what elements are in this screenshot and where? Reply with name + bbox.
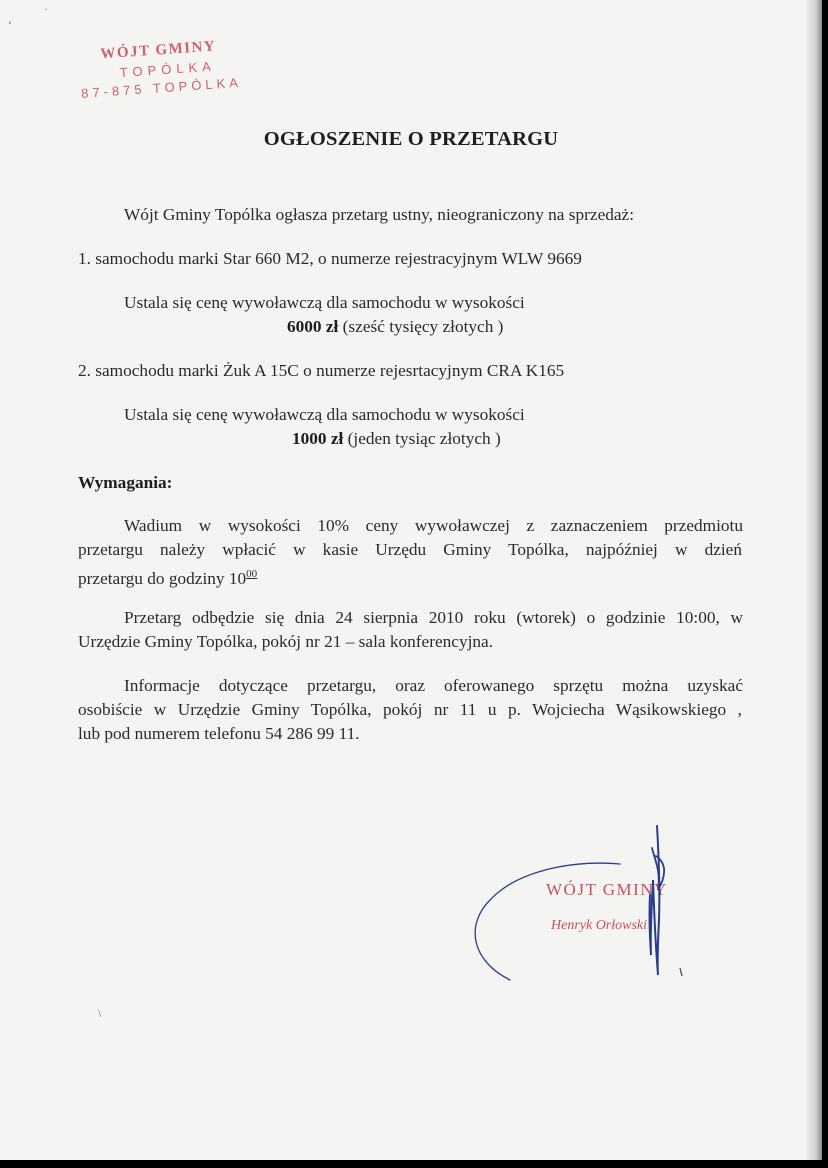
contact-line-3: lub pod numerem telefonu 54 286 99 11. — [78, 724, 360, 743]
scan-mark: · — [44, 2, 48, 16]
item-1-price-words: (sześć tysięcy złotych ) — [338, 317, 504, 336]
deposit-line-2: przetargu należy wpłacić w kasie Urzędu Gminy Topólka, najpóźniej w dzień — [78, 540, 742, 559]
deposit-line-3-text: przetargu do godziny 10 — [78, 568, 247, 588]
date-line-1: Przetarg odbędzie się dnia 24 sierpnia 2010 roku (wtorek) o godzinie 10:00, w — [124, 608, 743, 627]
handwritten-signature — [460, 820, 700, 990]
scan-mark: ‘ — [8, 18, 12, 32]
item-2-price — [292, 428, 501, 450]
item-1-price — [287, 316, 503, 338]
item-2-line: 2. samochodu marki Żuk A 15C o numerze rejesrtacyjnym CRA K165 — [78, 361, 565, 380]
date-line-2: Urzędzie Gminy Topólka, pokój nr 21 – sala konferencyjna. — [78, 632, 494, 651]
deposit-line-3 — [78, 563, 257, 590]
item-1-price-amount: 6000 zł — [287, 317, 339, 336]
office-stamp-line3: 87-875 TOPÓLKA — [80, 74, 243, 101]
deposit-hour-superscript: 00 — [246, 568, 258, 580]
page-edge-shadow — [806, 0, 822, 1160]
deposit-line-1: Wadium w wysokości 10% ceny wywoławczej z zaznaczeniem przedmiotu — [124, 516, 743, 535]
item-2-price-intro: Ustala się cenę wywoławczą dla samochodu w wysokości — [124, 405, 525, 424]
office-stamp-line2: TOPÓLKA — [119, 58, 217, 81]
document-title: OGŁOSZENIE O PRZETARGU — [263, 128, 559, 150]
item-1-line: 1. samochodu marki Star 660 M2, o numerze rejestracyjnym WLW 9669 — [78, 249, 582, 268]
contact-line-1: Informacje dotyczące przetargu, oraz oferowanego sprzętu można uzyskać — [124, 676, 743, 695]
scan-mark: \ — [98, 1006, 102, 1020]
office-stamp-line1: WÓJT GMINY — [99, 38, 217, 63]
requirements-heading: Wymagania: — [78, 473, 173, 492]
item-2-price-words: (jeden tysiąc złotych ) — [343, 429, 501, 448]
contact-line-2: osobiście w Urzędzie Gminy Topólka, pokój nr 11 u p. Wojciecha Wąsikowskiego , — [78, 700, 742, 719]
signature-stamp-name: Henryk Orłowski — [551, 918, 648, 933]
signature-stamp-title: WÓJT GMINY — [546, 880, 668, 899]
intro-text: Wójt Gminy Topólka ogłasza przetarg ustny, nieograniczony na sprzedaż: — [124, 205, 635, 224]
item-1-price-intro: Ustala się cenę wywoławczą dla samochodu w wysokości — [124, 293, 525, 312]
item-2-price-amount: 1000 zł — [292, 429, 344, 448]
